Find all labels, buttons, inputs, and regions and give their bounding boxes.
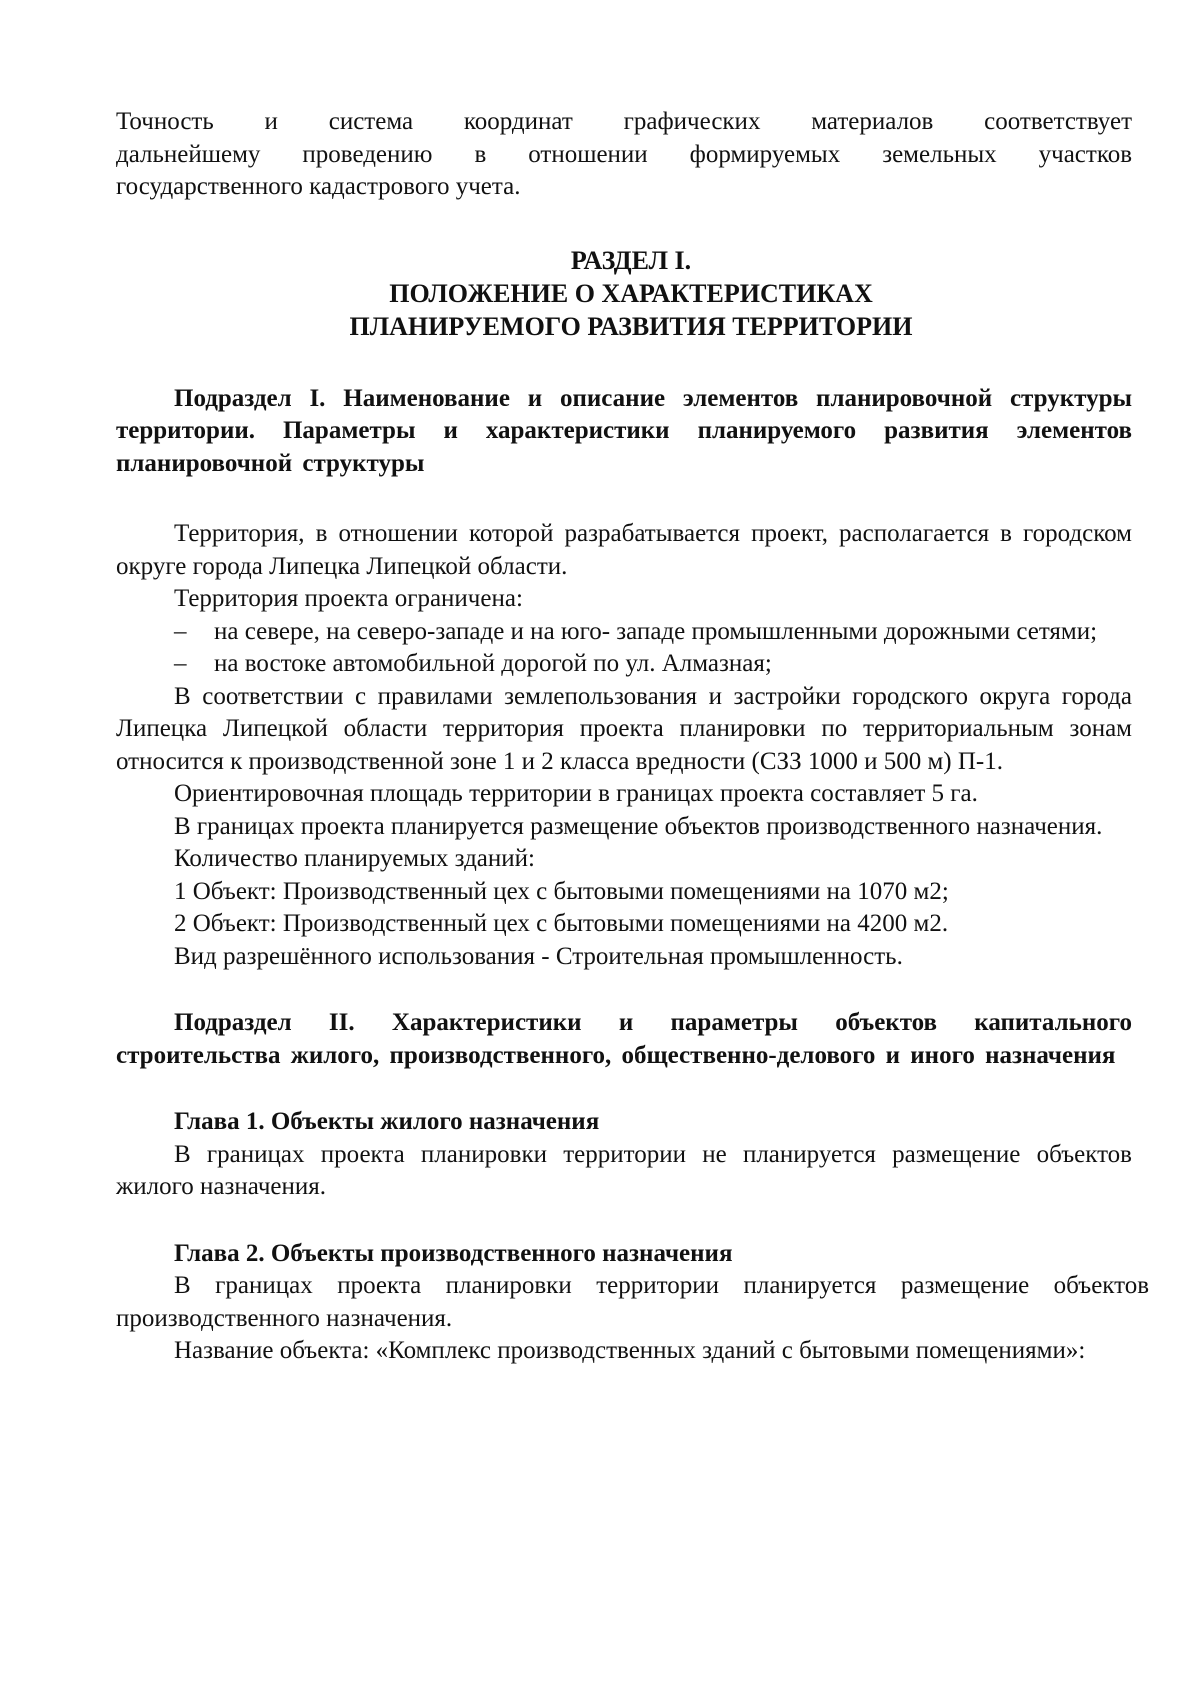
boundary-item-north [116, 616, 1132, 649]
list-dash: – [174, 617, 187, 645]
territory-location-paragraph: Территория, в отношении которой разрабатывается проект, располагается в городском округе города Липецка Липецкой области. [116, 520, 1132, 580]
section-title-line-2: ПОЛОЖЕНИЕ О ХАРАКТЕРИСТИКАХ [389, 278, 873, 308]
subsection-1-heading: Подраздел I. Наименование и описание элементов планировочной структуры территории. Параметры и характеристики планируемого развития элементов планировочной структуры [116, 384, 1132, 477]
chapter-2-text: В границах проекта планировки территории планируется размещение объектов производственного назначения. [116, 1272, 1149, 1332]
permitted-use-paragraph: Вид разрешённого использования - Строительная промышленность. [174, 942, 903, 970]
section-title-line-1: РАЗДЕЛ I. [570, 245, 692, 275]
section-title-line-3: ПЛАНИРУЕМОГО РАЗВИТИЯ ТЕРРИТОРИИ [349, 311, 913, 341]
chapter-2-heading: Глава 2. Объекты производственного назначения [174, 1239, 733, 1267]
chapter-1-heading: Глава 1. Объекты жилого назначения [174, 1108, 600, 1135]
subsection-2-heading: Подраздел II. Характеристики и параметры объектов капитального строительства жилого, производственного, общественно-делового и иного назначения [116, 1009, 1132, 1069]
intro-line-1: Точность и система координат графических материалов соответствует [116, 108, 1132, 135]
chapter-1-text: В границах проекта планировки территории не планируется размещение объектов жилого назначения. [116, 1140, 1132, 1200]
section-title [86, 244, 1176, 343]
document-content [116, 106, 1149, 1368]
building-2-paragraph: 2 Объект: Производственный цех с бытовыми помещениями на 4200 м2. [174, 910, 949, 937]
boundary-item-north-text: на севере, на северо-западе и на юго- западе промышленными дорожными сетями; [214, 617, 1098, 645]
subsection-1-body [116, 518, 1132, 973]
territory-boundary-intro: Территория проекта ограничена: [174, 585, 523, 612]
zoning-paragraph: В соответствии с правилами землепользования и застройки городского округа города Липецка Липецкой области территория проекта планировки по территориальным зонам относится к производственной зоне 1 и 2 класса вредности (СЗЗ 1000 и 500 м) П-1. [116, 682, 1132, 775]
chapter-2 [116, 1238, 1149, 1368]
buildings-count-paragraph: Количество планируемых зданий: [174, 845, 535, 872]
boundary-item-east [116, 648, 1132, 681]
boundary-item-east-text: на востоке автомобильной дорогой по ул. Алмазная; [214, 650, 772, 677]
intro-line-3: государственного кадастрового учета. [116, 173, 521, 200]
chapter-1 [116, 1106, 1132, 1204]
chapter-2-object-name: Название объекта: «Комплекс производственных зданий с бытовыми помещениями»: [174, 1337, 1086, 1364]
placement-paragraph: В границах проекта планируется размещение объектов производственного назначения. [174, 812, 1103, 840]
area-paragraph: Ориентировочная площадь территории в границах проекта составляет 5 га. [174, 780, 978, 807]
list-dash: – [174, 650, 187, 677]
intro-line-2: дальнейшему проведению в отношении формируемых земельных участков [116, 140, 1132, 168]
intro-paragraph [116, 106, 1132, 204]
building-1-paragraph: 1 Объект: Производственный цех с бытовыми помещениями на 1070 м2; [174, 877, 949, 905]
